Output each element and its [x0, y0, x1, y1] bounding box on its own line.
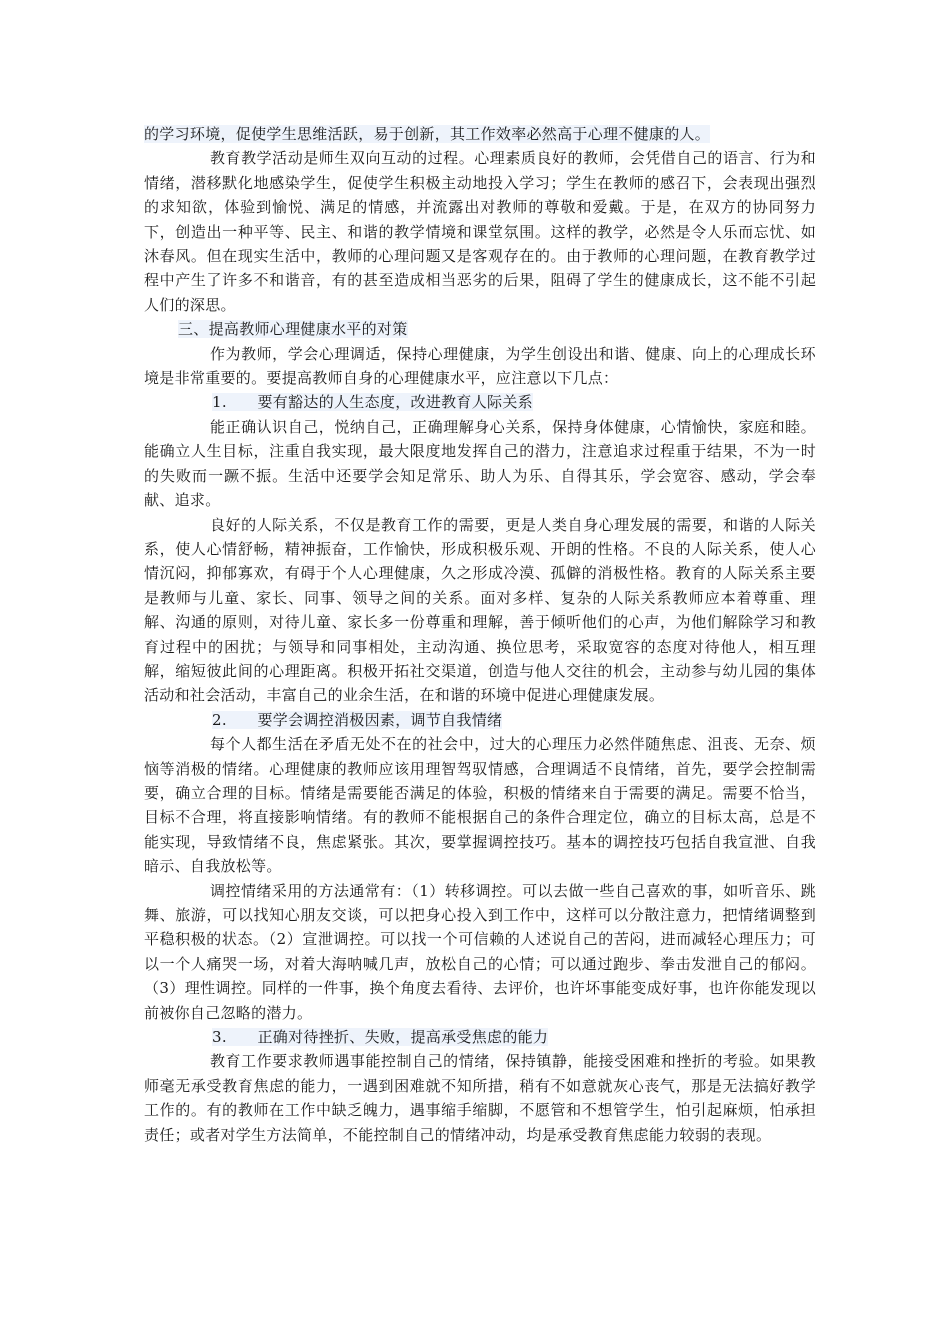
subheading-text: 3. 正确对待挫折、失败，提高承受焦虑的能力: [212, 1028, 549, 1047]
paragraph-continuation: [144, 122, 816, 146]
paragraph-teacher-student-interaction: 教育教学活动是师生双向互动的过程。心理素质良好的教师，会凭借自己的语言、行为和情绪，潜移默化地感染学生，促使学生积极主动地投入学习；学生在教师的感召下，会表现出强烈的求知欲，体验到愉悦、满足的情感，并流露出对教师的尊敬和爱戴。于是，在双方的协同努力下，创造出一种平等、民主、和谐的教学情境和课堂氛围。这样的教学，必然是令人乐而忘忧、如沐春风。但在现实生活中，教师的心理问题又是客观存在的。由于教师的心理问题，在教育教学过程中产生了许多不和谐音，有的甚至造成相当恶劣的后果，阻碍了学生的健康成长，这不能不引起人们的深思。: [144, 149, 816, 314]
subheading-text: 1. 要有豁达的人生态度，改进教育人际关系: [212, 393, 533, 412]
section-heading-text: 三、提高教师心理健康水平的对策: [178, 320, 408, 339]
subheading-3: [144, 1025, 816, 1049]
subheading-1: [144, 390, 816, 414]
paragraph-emotion-regulation-methods: 调控情绪采用的方法通常有：（1）转移调控。可以去做一些自己喜欢的事，如听音乐、跳舞、旅游，可以找知心朋友交谈，可以把身心投入到工作中，这样可以分散注意力，把情绪调整到平稳积极的状态。（2）宣泄调控。可以找一个可信赖的人述说自己的苦闷，进而减轻心理压力；可以一个人痛哭一场，对着大海呐喊几声，放松自己的心情；可以通过跑步、拳击发泄自己的郁闷。（3）理性调控。同样的一件事，换个角度去看待、去评价，也许坏事能变成好事，也许你能发现以前被你自己忽略的潜力。: [144, 881, 816, 1022]
section-heading-3: [144, 317, 816, 341]
document-body: [144, 122, 816, 1147]
subheading-2: [144, 708, 816, 732]
paragraph-frustration-tolerance: 教育工作要求教师遇事能控制自己的情绪，保持镇静，能接受困难和挫折的考验。如果教师毫无承受教育焦虑的能力，一遇到困难就不知所措，稍有不如意就灰心丧气，那是无法搞好教学工作的。有的教师在工作中缺乏魄力，遇事缩手缩脚，不愿管和不想管学生，怕引起麻烦，怕承担责任；或者对学生方法简单，不能控制自己的情绪冲动，均是承受教育焦虑能力较弱的表现。: [144, 1052, 816, 1144]
paragraph-intro-countermeasures: 作为教师，学会心理调适，保持心理健康，为学生创设出和谐、健康、向上的心理成长环境是非常重要的。要提高教师自身的心理健康水平，应注意以下几点：: [144, 344, 816, 388]
paragraph-interpersonal-relations: 良好的人际关系，不仅是教育工作的需要，更是人类自身心理发展的需要，和谐的人际关系，使人心情舒畅，精神振奋，工作愉快，形成积极乐观、开朗的性格。不良的人际关系，使人心情沉闷，抑郁寡欢，有碍于个人心理健康，久之形成冷漠、孤僻的消极性格。教育的人际关系主要是教师与儿童、家长、同事、领导之间的关系。面对多样、复杂的人际关系教师应本着尊重、理解、沟通的原则，对待儿童、家长多一份尊重和理解，善于倾听他们的心声，为他们解除学习和教育过程中的困扰；与领导和同事相处，主动沟通、换位思考，采取宽容的态度对待他人，相互理解，缩短彼此间的心理距离。积极开拓社交渠道，创造与他人交往的机会，主动参与幼儿园的集体活动和社会活动，丰富自己的业余生活，在和谐的环境中促进心理健康发展。: [144, 515, 816, 705]
subheading-text: 2. 要学会调控消极因素，调节自我情绪: [212, 710, 503, 729]
paragraph-text: 的学习环境，促使学生思维活跃，易于创新，其工作效率必然高于心理不健康的人。: [144, 125, 711, 143]
paragraph-self-recognition: 能正确认识自己，悦纳自己，正确理解身心关系，保持身体健康，心情愉快，家庭和睦。能确立人生目标，注重自我实现，最大限度地发挥自己的潜力，注意追求过程重于结果，不为一时的失败而一蹶不振。生活中还要学会知足常乐、助人为乐、自得其乐，学会宽容、感动，学会奉献、追求。: [144, 417, 816, 510]
paragraph-negative-emotions: 每个人都生活在矛盾无处不在的社会中，过大的心理压力必然伴随焦虑、沮丧、无奈、烦恼等消极的情绪。心理健康的教师应该用理智驾驭情感，合理调适不良情绪，首先，要学会控制需要，确立合理的目标。情绪是需要能否满足的体验，积极的情绪来自于需要的满足。需要不恰当，目标不合理，将直接影响情绪。有的教师不能根据自己的条件合理定位，确立的目标太高，总是不能实现，导致情绪不良，焦虑紧张。其次，要掌握调控技巧。基本的调控技巧包括自我宣泄、自我暗示、自我放松等。: [144, 735, 816, 876]
